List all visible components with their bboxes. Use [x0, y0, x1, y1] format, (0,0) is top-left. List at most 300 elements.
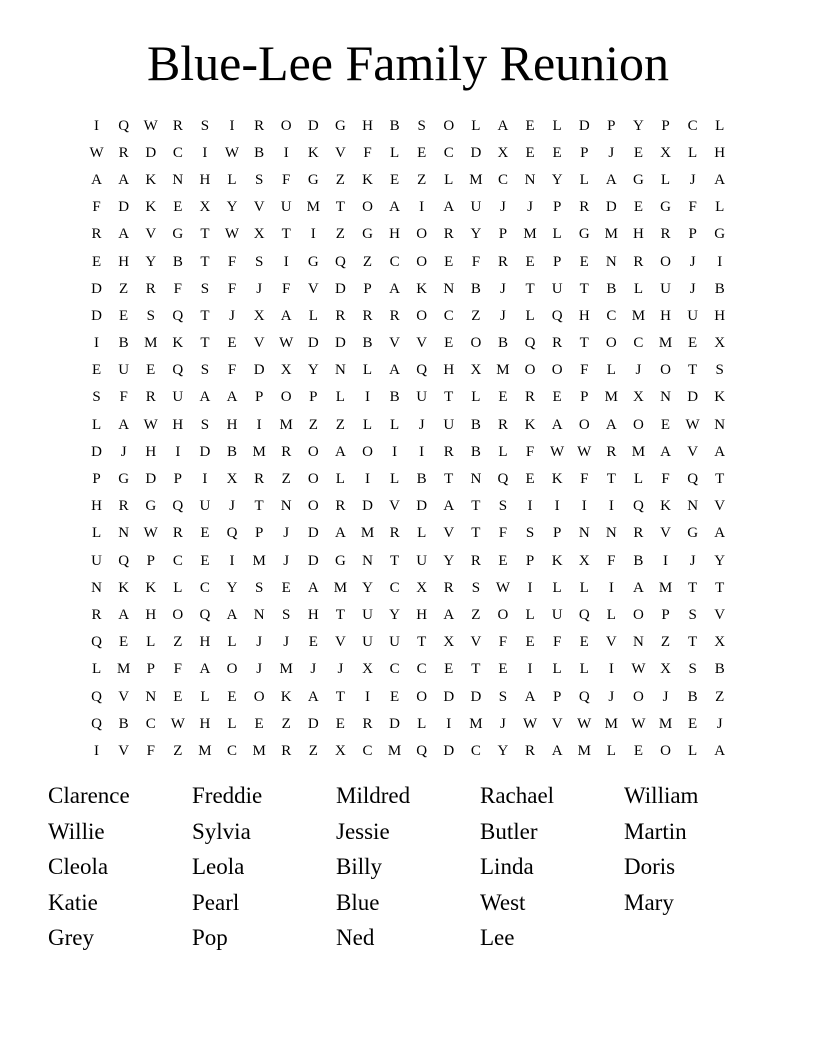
- grid-letter: Q: [416, 362, 428, 379]
- word-list-item: Martin: [624, 818, 687, 844]
- grid-letter: Y: [551, 171, 563, 188]
- word-list-item: Doris: [624, 854, 676, 880]
- grid-letter: L: [606, 742, 616, 759]
- grid-letter: L: [227, 171, 237, 188]
- grid-letter: J: [283, 634, 290, 651]
- grid-letter: M: [631, 307, 646, 324]
- grid-letter: F: [146, 742, 155, 759]
- grid-letter: A: [605, 171, 617, 188]
- grid-letter: S: [200, 117, 210, 134]
- grid-letter: T: [715, 579, 725, 596]
- grid-letter: L: [715, 199, 725, 216]
- grid-letter: M: [144, 335, 158, 352]
- grid-letter: E: [227, 335, 237, 352]
- grid-letter: A: [280, 307, 292, 324]
- grid-letter: O: [226, 661, 238, 678]
- grid-row: [83, 357, 733, 384]
- grid-letter: L: [417, 715, 427, 732]
- word-list-item: Linda: [480, 854, 534, 880]
- grid-letter: K: [416, 280, 428, 297]
- grid-letter: I: [229, 117, 235, 134]
- grid-letter: B: [470, 416, 481, 433]
- grid-letter: Z: [660, 634, 671, 651]
- grid-letter: Z: [335, 416, 345, 433]
- grid-letter: R: [389, 525, 400, 542]
- grid-letter: A: [714, 525, 726, 542]
- grid-letter: O: [253, 688, 265, 705]
- grid-letter: U: [416, 389, 428, 406]
- grid-letter: X: [633, 389, 644, 406]
- grid-letter: R: [552, 335, 563, 352]
- grid-letter: Z: [308, 416, 318, 433]
- grid-letter: I: [663, 552, 669, 569]
- grid-letter: T: [200, 307, 210, 324]
- grid-letter: H: [91, 498, 102, 515]
- grid-letter: M: [360, 525, 375, 542]
- grid-letter: I: [608, 661, 614, 678]
- grid-letter: C: [389, 661, 400, 678]
- grid-letter: Q: [578, 606, 590, 623]
- grid-letter: B: [606, 280, 617, 297]
- grid-letter: M: [496, 362, 510, 379]
- grid-letter: F: [498, 634, 508, 651]
- grid-row: [83, 520, 733, 547]
- grid-letter: E: [525, 471, 535, 488]
- grid-letter: M: [604, 715, 618, 732]
- grid-letter: V: [253, 199, 265, 216]
- grid-letter: R: [525, 742, 536, 759]
- grid-letter: X: [470, 362, 482, 379]
- grid-letter: P: [661, 606, 670, 623]
- grid-letter: W: [170, 715, 185, 732]
- grid-letter: H: [118, 253, 130, 270]
- grid-letter: O: [633, 416, 644, 433]
- grid-letter: R: [525, 389, 536, 406]
- grid-letter: E: [146, 362, 156, 379]
- grid-letter: O: [307, 498, 319, 515]
- grid-letter: N: [118, 525, 130, 542]
- grid-letter: U: [280, 199, 292, 216]
- grid-letter: N: [714, 416, 726, 433]
- grid-letter: A: [118, 226, 130, 243]
- grid-letter: J: [310, 661, 317, 678]
- word-list-item: Cleola: [48, 854, 109, 880]
- grid-letter: S: [688, 661, 697, 678]
- grid-letter: L: [362, 362, 373, 379]
- grid-letter: E: [389, 688, 400, 705]
- grid-letter: B: [633, 552, 644, 569]
- grid-letter: O: [443, 117, 455, 134]
- grid-letter: A: [91, 171, 102, 188]
- grid-row: [83, 656, 733, 683]
- grid-letter: N: [470, 471, 482, 488]
- grid-letter: E: [688, 715, 698, 732]
- grid-letter: Z: [173, 742, 183, 759]
- grid-letter: K: [307, 144, 319, 161]
- grid-letter: M: [658, 715, 673, 732]
- grid-letter: D: [334, 280, 346, 297]
- grid-letter: L: [660, 171, 671, 188]
- grid-letter: H: [145, 606, 157, 623]
- grid-letter: L: [146, 634, 156, 651]
- word-list-item: Freddie: [192, 783, 263, 808]
- grid-row: [83, 574, 733, 601]
- grid-letter: E: [633, 742, 643, 759]
- grid-letter: I: [527, 498, 533, 515]
- grid-letter: R: [633, 525, 644, 542]
- grid-letter: C: [633, 335, 644, 352]
- word-list-item: Lee: [480, 925, 515, 951]
- grid-letter: Q: [118, 117, 130, 134]
- grid-letter: L: [715, 117, 725, 134]
- grid-letter: B: [416, 471, 427, 488]
- grid-letter: L: [91, 661, 102, 678]
- grid-row: [83, 221, 733, 248]
- grid-letter: J: [689, 253, 696, 270]
- grid-letter: H: [362, 117, 373, 134]
- grid-letter: I: [392, 443, 398, 460]
- grid-letter: Z: [417, 171, 427, 188]
- grid-letter: Y: [443, 552, 455, 569]
- grid-letter: B: [687, 688, 698, 705]
- grid-letter: E: [525, 117, 535, 134]
- grid-letter: U: [91, 552, 102, 569]
- grid-letter: S: [498, 498, 508, 515]
- grid-letter: F: [227, 253, 237, 270]
- grid-letter: Q: [551, 307, 563, 324]
- grid-letter: V: [470, 634, 482, 651]
- grid-letter: T: [525, 280, 535, 297]
- grid-letter: I: [419, 199, 425, 216]
- grid-letter: A: [551, 742, 563, 759]
- grid-letter: C: [443, 144, 454, 161]
- grid-letter: A: [389, 362, 400, 379]
- grid-letter: M: [631, 443, 646, 460]
- grid-letter: W: [224, 226, 240, 243]
- grid-letter: R: [145, 389, 156, 406]
- grid-letter: U: [416, 552, 428, 569]
- grid-letter: E: [552, 389, 562, 406]
- grid-letter: M: [469, 715, 483, 732]
- grid-letter: O: [307, 471, 319, 488]
- grid-letter: L: [579, 171, 589, 188]
- grid-letter: Q: [172, 307, 184, 324]
- grid-letter: T: [579, 280, 589, 297]
- grid-letter: S: [254, 171, 264, 188]
- grid-letter: C: [172, 144, 183, 161]
- grid-letter: L: [389, 416, 400, 433]
- grid-letter: W: [89, 144, 104, 161]
- grid-letter: E: [119, 307, 129, 324]
- grid-letter: E: [200, 552, 210, 569]
- grid-letter: Q: [416, 742, 428, 759]
- grid-letter: L: [227, 715, 237, 732]
- grid-letter: T: [471, 525, 481, 542]
- grid-letter: X: [714, 634, 726, 651]
- grid-letter: P: [552, 253, 562, 270]
- grid-letter: Z: [362, 253, 373, 270]
- grid-letter: Y: [307, 362, 319, 379]
- grid-letter: O: [660, 742, 671, 759]
- grid-letter: S: [417, 117, 426, 134]
- grid-letter: O: [633, 606, 644, 623]
- grid-letter: E: [579, 253, 589, 270]
- grid-letter: R: [335, 307, 346, 324]
- grid-letter: L: [91, 416, 102, 433]
- grid-letter: M: [252, 552, 266, 569]
- grid-letter: C: [172, 552, 183, 569]
- grid-letter: K: [714, 389, 726, 406]
- grid-letter: Z: [715, 688, 725, 705]
- grid-letter: E: [660, 416, 671, 433]
- grid-letter: I: [554, 498, 560, 515]
- grid-letter: Y: [470, 226, 482, 243]
- grid-letter: D: [145, 144, 157, 161]
- grid-letter: A: [199, 661, 211, 678]
- grid-letter: R: [362, 715, 373, 732]
- grid-letter: I: [364, 471, 370, 488]
- grid-letter: L: [688, 144, 698, 161]
- grid-letter: I: [419, 443, 425, 460]
- grid-letter: K: [660, 498, 671, 515]
- grid-letter: T: [688, 579, 698, 596]
- grid-row: [83, 275, 733, 302]
- grid-letter: J: [689, 171, 696, 188]
- grid-letter: A: [633, 579, 644, 596]
- grid-letter: O: [416, 253, 428, 270]
- grid-letter: Q: [172, 498, 184, 515]
- grid-letter: R: [118, 144, 129, 161]
- grid-letter: A: [443, 606, 455, 623]
- grid-letter: L: [362, 416, 373, 433]
- grid-letter: A: [524, 688, 536, 705]
- grid-letter: R: [579, 199, 590, 216]
- grid-letter: E: [525, 253, 535, 270]
- word-list-item: Pearl: [192, 889, 240, 915]
- grid-letter: B: [118, 335, 129, 352]
- grid-letter: L: [308, 307, 318, 324]
- grid-letter: V: [551, 715, 563, 732]
- grid-letter: K: [145, 579, 157, 596]
- grid-letter: P: [580, 389, 589, 406]
- grid-letter: Y: [362, 579, 373, 596]
- grid-letter: Q: [524, 335, 536, 352]
- grid-letter: O: [578, 416, 590, 433]
- grid-letter: V: [145, 226, 157, 243]
- grid-letter: A: [118, 606, 130, 623]
- grid-letter: Y: [714, 552, 726, 569]
- grid-letter: X: [253, 307, 265, 324]
- grid-letter: F: [525, 443, 535, 460]
- grid-letter: E: [444, 661, 454, 678]
- grid-letter: I: [527, 579, 533, 596]
- grid-letter: X: [660, 661, 671, 678]
- grid-letter: N: [91, 579, 102, 596]
- grid-letter: B: [714, 280, 725, 297]
- grid-letter: R: [281, 742, 292, 759]
- grid-letter: J: [256, 661, 263, 678]
- grid-letter: T: [688, 634, 698, 651]
- grid-letter: G: [307, 253, 319, 270]
- grid-letter: L: [471, 117, 481, 134]
- grid-letter: A: [660, 443, 671, 460]
- grid-letter: F: [552, 634, 562, 651]
- grid-letter: T: [417, 634, 427, 651]
- grid-letter: E: [119, 634, 129, 651]
- grid-letter: W: [522, 715, 538, 732]
- grid-letter: H: [578, 307, 590, 324]
- grid-letter: Y: [633, 117, 644, 134]
- letter-grid: [83, 112, 733, 765]
- grid-letter: M: [306, 199, 320, 216]
- grid-letter: E: [552, 144, 562, 161]
- grid-letter: I: [608, 579, 614, 596]
- grid-letter: D: [307, 525, 319, 542]
- grid-letter: O: [416, 307, 428, 324]
- grid-letter: E: [91, 362, 102, 379]
- grid-letter: R: [281, 443, 292, 460]
- grid-letter: E: [444, 335, 454, 352]
- grid-letter: A: [307, 688, 319, 705]
- grid-letter: U: [660, 280, 671, 297]
- grid-letter: H: [633, 226, 644, 243]
- grid-letter: J: [500, 280, 506, 297]
- grid-letter: A: [714, 443, 726, 460]
- grid-letter: J: [527, 199, 533, 216]
- word-list-item: Willie: [48, 818, 105, 844]
- grid-letter: Q: [334, 253, 346, 270]
- grid-letter: Q: [633, 498, 644, 515]
- grid-letter: M: [469, 171, 483, 188]
- grid-letter: L: [417, 525, 427, 542]
- grid-letter: W: [224, 144, 240, 161]
- grid-letter: D: [91, 443, 102, 460]
- grid-letter: N: [334, 362, 346, 379]
- grid-letter: Q: [172, 362, 184, 379]
- grid-letter: I: [175, 443, 181, 460]
- grid-letter: D: [334, 335, 346, 352]
- grid-letter: W: [550, 443, 565, 460]
- grid-letter: T: [335, 199, 345, 216]
- grid-letter: S: [200, 362, 210, 379]
- grid-row: [83, 330, 733, 357]
- grid-letter: H: [660, 307, 671, 324]
- grid-letter: Y: [145, 253, 157, 270]
- grid-letter: P: [525, 552, 535, 569]
- grid-letter: A: [334, 525, 346, 542]
- grid-letter: F: [688, 199, 697, 216]
- grid-letter: H: [226, 416, 238, 433]
- grid-letter: R: [172, 117, 183, 134]
- grid-letter: S: [200, 280, 210, 297]
- grid-letter: R: [389, 307, 400, 324]
- grid-letter: U: [199, 498, 211, 515]
- grid-letter: D: [470, 688, 482, 705]
- grid-letter: L: [471, 389, 481, 406]
- grid-letter: K: [172, 335, 184, 352]
- grid-letter: C: [389, 253, 400, 270]
- grid-letter: O: [280, 117, 292, 134]
- grid-row: [83, 629, 733, 656]
- grid-row: [83, 248, 733, 275]
- grid-letter: B: [389, 117, 400, 134]
- grid-row: [83, 139, 733, 166]
- grid-letter: P: [146, 661, 155, 678]
- grid-letter: O: [280, 389, 292, 406]
- grid-letter: G: [687, 525, 699, 542]
- word-list-item: Grey: [48, 925, 94, 951]
- grid-letter: C: [470, 742, 481, 759]
- grid-letter: A: [226, 389, 238, 406]
- grid-letter: J: [716, 715, 723, 732]
- grid-letter: P: [498, 226, 508, 243]
- grid-letter: X: [280, 362, 292, 379]
- word-list-item: Ned: [336, 925, 375, 951]
- grid-letter: F: [227, 280, 237, 297]
- grid-letter: F: [498, 525, 508, 542]
- grid-letter: A: [118, 171, 130, 188]
- grid-letter: J: [229, 307, 235, 324]
- grid-letter: J: [500, 307, 506, 324]
- grid-row: [83, 601, 733, 628]
- grid-letter: D: [443, 688, 455, 705]
- word-list-item: West: [480, 889, 526, 915]
- grid-letter: Y: [389, 606, 400, 623]
- grid-letter: E: [688, 335, 698, 352]
- grid-letter: J: [256, 634, 263, 651]
- grid-letter: U: [551, 606, 563, 623]
- word-list: [48, 781, 768, 959]
- grid-letter: Z: [119, 280, 129, 297]
- grid-letter: O: [660, 253, 671, 270]
- grid-letter: Q: [497, 471, 509, 488]
- grid-letter: L: [498, 443, 508, 460]
- grid-letter: U: [443, 416, 455, 433]
- grid-letter: W: [631, 661, 646, 678]
- grid-letter: T: [471, 498, 481, 515]
- grid-letter: P: [607, 117, 616, 134]
- grid-letter: P: [363, 280, 372, 297]
- grid-row: [83, 737, 733, 764]
- grid-letter: A: [389, 199, 400, 216]
- grid-letter: I: [256, 416, 262, 433]
- grid-letter: G: [578, 226, 590, 243]
- grid-row: [83, 683, 733, 710]
- grid-letter: V: [118, 688, 130, 705]
- grid-letter: R: [254, 117, 265, 134]
- grid-letter: B: [497, 335, 508, 352]
- grid-letter: I: [202, 471, 208, 488]
- grid-letter: P: [552, 688, 562, 705]
- grid-letter: J: [662, 688, 669, 705]
- grid-letter: R: [91, 606, 102, 623]
- grid-letter: F: [282, 280, 291, 297]
- grid-letter: L: [552, 226, 562, 243]
- grid-letter: O: [633, 688, 644, 705]
- grid-letter: H: [416, 606, 428, 623]
- grid-letter: F: [119, 389, 128, 406]
- grid-letter: L: [335, 389, 345, 406]
- page-title: Blue-Lee Family Reunion: [146, 35, 670, 91]
- grid-letter: N: [362, 552, 373, 569]
- grid-letter: M: [658, 579, 673, 596]
- grid-letter: X: [578, 552, 590, 569]
- grid-letter: M: [252, 742, 266, 759]
- grid-letter: L: [552, 661, 562, 678]
- grid-letter: U: [362, 606, 373, 623]
- grid-letter: N: [145, 688, 157, 705]
- grid-letter: V: [307, 280, 319, 297]
